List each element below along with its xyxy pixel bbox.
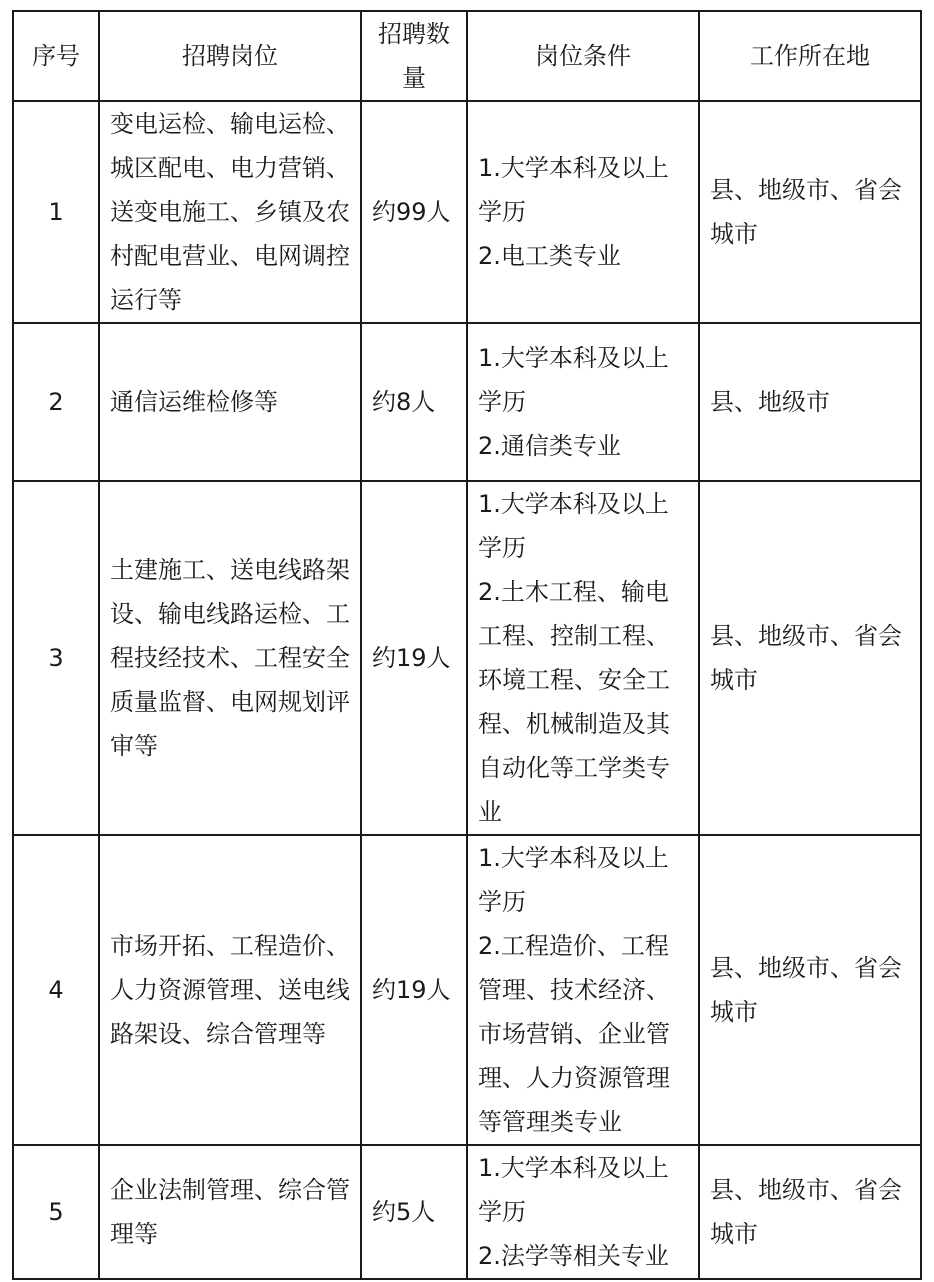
location-cell: 县、地级市、省会城市 [699, 835, 921, 1145]
row-number: 4 [13, 835, 99, 1145]
condition-major: 2.法学等相关专业 [478, 1242, 669, 1270]
condition-education: 1.大学本科及以上学历 [478, 344, 669, 416]
header-location: 工作所在地 [699, 11, 921, 101]
location-cell: 县、地级市 [699, 323, 921, 481]
count-cell: 约5人 [361, 1145, 467, 1279]
table-row [13, 323, 921, 481]
row-number: 3 [13, 481, 99, 835]
conditions-cell [467, 101, 699, 323]
header-no: 序号 [13, 11, 99, 101]
location-cell: 县、地级市、省会城市 [699, 481, 921, 835]
condition-major: 2.工程造价、工程管理、技术经济、市场营销、企业管理、人力资源管理等管理类专业 [478, 932, 670, 1136]
position-cell: 市场开拓、工程造价、人力资源管理、送电线路架设、综合管理等 [99, 835, 361, 1145]
condition-major: 2.土木工程、输电工程、控制工程、环境工程、安全工程、机械制造及其自动化等工学类专业 [478, 578, 670, 826]
position-cell: 企业法制管理、综合管理等 [99, 1145, 361, 1279]
count-cell: 约99人 [361, 101, 467, 323]
location-cell: 县、地级市、省会城市 [699, 101, 921, 323]
header-position: 招聘岗位 [99, 11, 361, 101]
condition-education: 1.大学本科及以上学历 [478, 844, 669, 916]
recruitment-table [12, 10, 922, 1280]
recruitment-table-container [12, 10, 922, 1280]
condition-education: 1.大学本科及以上学历 [478, 154, 669, 226]
table-row [13, 1145, 921, 1279]
row-number: 5 [13, 1145, 99, 1279]
row-number: 1 [13, 101, 99, 323]
conditions-cell [467, 835, 699, 1145]
header-count: 招聘数量 [361, 11, 467, 101]
count-cell: 约19人 [361, 481, 467, 835]
condition-major: 2.通信类专业 [478, 432, 621, 460]
condition-major: 2.电工类专业 [478, 242, 621, 270]
conditions-cell [467, 481, 699, 835]
row-number: 2 [13, 323, 99, 481]
count-cell: 约8人 [361, 323, 467, 481]
table-row [13, 101, 921, 323]
count-cell: 约19人 [361, 835, 467, 1145]
table-row [13, 835, 921, 1145]
conditions-cell [467, 323, 699, 481]
table-row [13, 481, 921, 835]
header-conditions: 岗位条件 [467, 11, 699, 101]
location-cell: 县、地级市、省会城市 [699, 1145, 921, 1279]
position-cell: 变电运检、输电运检、城区配电、电力营销、送变电施工、乡镇及农村配电营业、电网调控运行等 [99, 101, 361, 323]
position-cell: 通信运维检修等 [99, 323, 361, 481]
conditions-cell [467, 1145, 699, 1279]
condition-education: 1.大学本科及以上学历 [478, 490, 669, 562]
table-header-row [13, 11, 921, 101]
condition-education: 1.大学本科及以上学历 [478, 1154, 669, 1226]
position-cell: 土建施工、送电线路架设、输电线路运检、工程技经技术、工程安全质量监督、电网规划评审等 [99, 481, 361, 835]
